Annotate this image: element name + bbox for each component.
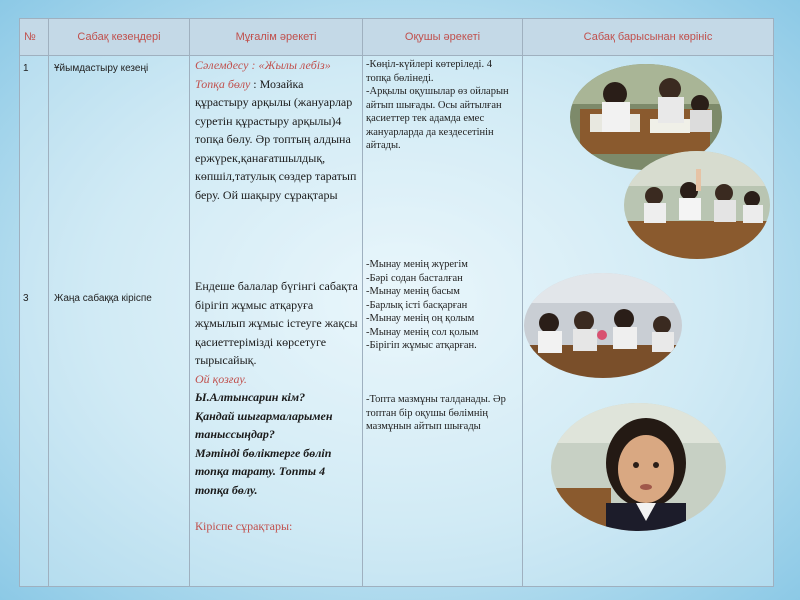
student-text-1: -Көңіл-күйлері көтеріледі. 4 топқа бөлінеді. [366,59,492,84]
greeting-line [195,56,359,75]
group-division [195,75,359,205]
stage-new-lesson-intro: Жаңа сабаққа кіріспе [54,293,152,304]
student-poem [366,258,516,353]
poem-line: -Мынау менің басым [366,286,460,297]
question-2: Қандай шығармаларымен таныссыңдар? [195,408,333,441]
poem-line: -Мынау менің оң қолым [366,313,475,324]
row-number-3: 3 [23,293,29,304]
poem-line: -Мынау менің сол қолым [366,326,479,338]
stage-organizing: Ұйымдастыру кезеңі [54,63,149,74]
question-3: Мәтінді бөліктерге бөліп топқа тарату. Топты 4 топқа бөлу. [195,445,332,497]
header-number: № [20,19,49,56]
lesson-view-cell [523,56,774,587]
lesson-table [19,18,774,587]
number-cell [20,56,49,587]
group-label: Топқа бөлу [195,76,251,91]
header-row [20,19,774,56]
student-speaking-photo [551,403,726,531]
header-stage: Сабақ кезеңдері [49,19,190,56]
header-teacher-action: Мұғалім әрекеті [190,19,363,56]
poem-line: -Бірігіп жұмыс атқарған. [366,340,477,351]
poem-line: -Бәрі содан басталған [366,272,463,284]
poem-line: -Барлық істі басқарған [366,299,468,311]
classroom-photo-2 [624,151,770,259]
brainstorm-label: Ой қозғау. [195,371,247,386]
student-block-3: -Топта мазмұны талданады. Әр топтан бір оқушы бөлімнің мазмұнын айтып шығады [366,394,506,432]
poem-line: -Мынау менің жүрегім [366,259,468,270]
intro-text: Ендеше балалар бүгінгі сабақта бірігіп жұмыс атқаруға жұмылып жұмыс істеуге жақсы қасиеттерімізді көрсетуге тырысайық. [195,279,358,367]
intro-questions-label: Кіріспе сұрақтары: [195,519,293,533]
student-cell [363,56,523,587]
group-text: : Мозайка құрастыру арқылы (жануарлар суретін құрастыру арқылы)4 топқа бөлу. Әр топтың алдына ержүрек,қанағатшылдық, көпшіл,татулық сөздер таратып беру. Ой шақыру сұрақтары [195,76,357,202]
stage-cell [49,56,190,587]
greeting-text: : «Жылы лебіз» [248,58,331,72]
header-lesson-view: Сабақ барысынан көрініс [523,19,774,56]
student-text-2: -Арқылы оқушылар өз ойларын айтып шығады. Осы айтылған қасиеттер тек адамда емес жануарларда да кездесетінін айтады. [366,86,509,151]
student-block-1 [366,58,516,153]
lesson-row [20,56,774,587]
greeting-label: Сәлемдесу [195,58,249,72]
header-student-action: Оқушы әрекеті [363,19,523,56]
row-number-1: 1 [23,63,29,74]
teacher-cell [190,56,363,587]
classroom-photo-3 [524,273,682,378]
question-1: Ы.Алтынсарин кім? [195,390,306,404]
teacher-block-1 [195,56,359,204]
teacher-block-2 [195,277,359,536]
